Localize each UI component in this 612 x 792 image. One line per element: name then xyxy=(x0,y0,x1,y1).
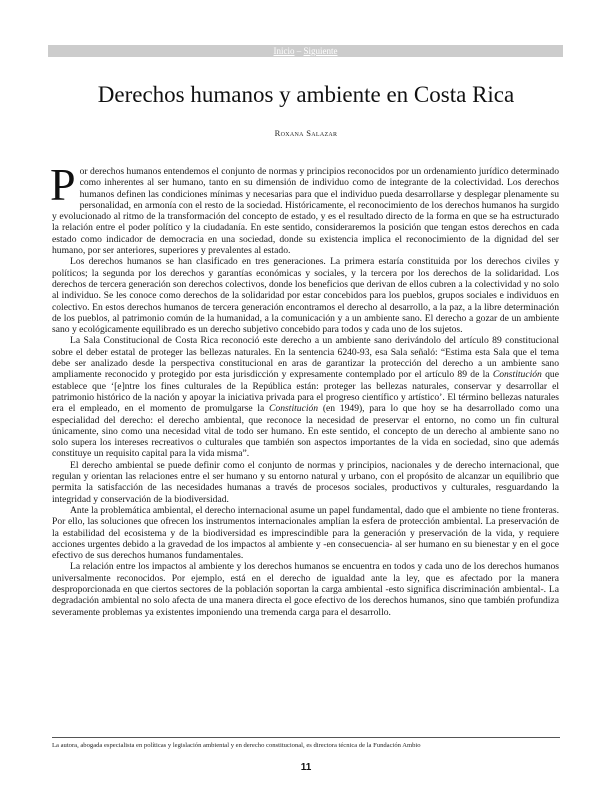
paragraph-intro xyxy=(50,159,559,257)
paragraph-problematica: Ante la problemática ambiental, el derecho internacional asume un papel fundamental, dado que el ambiente no tiene fronteras. Por ello, las soluciones que ofrecen los instrumentos internacionales amplían la esfera de protección ambiental. La preservación de la estabilidad del ecosistema y de la biodiversidad es imprescindible para la generación y preservación de la vida, y requiere acciones urgentes debido a la gravedad de los impactos al ambiente y -en consecuencia- al ser humano en su bienestar y en el goce efectivo de sus derechos humanos fundamentales. xyxy=(52,504,559,562)
home-link[interactable]: Inicio xyxy=(273,46,295,56)
paragraph-sala-constitucional xyxy=(52,335,559,459)
article-author: Roxana Salazar xyxy=(274,128,338,138)
paragraph-derecho-ambiental: El derecho ambiental se puede definir como el conjunto de normas y principios, nacionales y de derecho internacional, que regulan y orientan las relaciones entre el ser humano y su entorno natural y urbano, con el propósito de alcanzar un equilibrio que permita la satisfacción de las necesidades humanas a través de procesos sociales, productivos y culturales, resguardando la integridad y conservación de la biodiversidad. xyxy=(52,459,559,505)
footnote-divider xyxy=(52,737,560,738)
paragraph-relacion: La relación entre los impactos al ambiente y los derechos humanos se encuentra en todos y cada uno de los derechos humanos universalmente reconocidos. Por ejemplo, está en el derecho de igualdad ante la ley, que es afectado por la manera desproporcionada en que ciertos sectores de la población soportan la carga ambiental -esto significa discriminación ambiental-. La degradación ambiental no solo afecta de una manera directa el goce efectivo de los derechos humanos, sino que también profundiza severamente problemas ya existentes imponiendo una tremenda carga para el desarrollo. xyxy=(52,561,559,618)
paragraph-text: La Sala Constitucional de Costa Rica reconoció este derecho a un ambiente sano derivándolo del artículo 89 constitucional sobre el deber estatal de proteger las bellezas naturales. En la sentencia 6240-93, esa Sala señaló: “Estima esta Sala que el tema debe ser analizado desde la perspectiva constitucional en aras de garantizar la protección del derecho a un ambiente sano ampliamente reconocido y protegido por esta jurisdicción y expresamente contemplado por el artículo 89 de la xyxy=(52,335,559,381)
article-title: Derechos humanos y ambiente en Costa Rica xyxy=(97,82,515,107)
emphasis-constitucion: Constitución xyxy=(492,369,542,381)
navigation-bar xyxy=(48,45,563,57)
emphasis-constitucion: Constitución xyxy=(269,403,319,415)
footnote: La autora, abogada especialista en políticas y legislación ambiental y en derecho constitucional, es directora técnica de la Fundación Ambio xyxy=(52,742,421,749)
paragraph-text: or derechos humanos entendemos el conjunto de normas y principios reconocidos por un ordenamiento jurídico determinado como inherentes al ser humano, tanto en su dimensión de individuo como de integrante de la colectividad. Los derechos humanos definen las condiciones mínimas y necesarias para que el individuo pueda desarrollarse y desplegar plenamente su personalidad, en armonía con el resto de la sociedad. Históricamente, el reconocimiento de los derechos humanos ha surgido y evolucionado al ritmo de la transformación del concepto de estado, y es el resultado directo de la forma en que se ha estructurado la relación entre el poder político y la ciudadanía. En este sentido, consideraremos la posición que tengan estos derechos en cada estado como indicador de democracia en una sociedad, donde su existencia implica el reconocimiento de la dignidad del ser humano, por ser anteriores, superiores y prevalentes al estado. xyxy=(52,166,559,257)
paragraph-text: que establece que ‘[e]ntre los fines culturales de la República están: proteger las bellezas naturales, conservar y desarrollar el patrimonio histórico de la nación y apoyar la iniciativa privada para el progreso científico y artístico’. El término bellezas naturales era el empleado, en el momento de promulgarse la xyxy=(52,369,559,415)
article-body xyxy=(50,159,559,618)
paragraph-generations: Los derechos humanos se han clasificado en tres generaciones. La primera estaría constituida por los derechos civiles y políticos; la segunda por los derechos y garantías económicas y sociales, y la tercera por los derechos de la solidaridad. Los derechos de tercera generación son derechos colectivos, donde los beneficios que derivan de ellos cubren a la colectividad y no solo al individuo. Se les conoce como derechos de la solidaridad por estar concebidos para los pueblos, grupos sociales e individuos en colectivo. En estos derechos humanos de tercera generación encontramos el derecho al desarrollo, a la paz, a la libre determinación de los pueblos, al patrimonio común de la humanidad, a la comunicación y a un ambiente sano. El derecho a gozar de un ambiente sano y ecológicamente equilibrado es un derecho subjetivo concebido para todos y cada uno de los sujetos. xyxy=(52,256,559,336)
drop-cap: P xyxy=(50,159,76,210)
next-link[interactable]: Siguiente xyxy=(303,46,338,56)
paragraph-text: (en 1949), para lo que hoy se ha desarrollado como una especialidad del derecho: el derecho ambiental, que reconoce la necesidad de preservar el entorno, no como un fin cultural únicamente, sino como una necesidad vital de todo ser humano. En este sentido, el concepto de un derecho al ambiente sano no solo supera los intereses recreativos o culturales que también son aspectos importantes de la vida en sociedad, sino que además constituye un requisito capital para la vida misma”. xyxy=(52,403,559,460)
nav-separator: – xyxy=(294,46,304,56)
page-number: 11 xyxy=(300,762,312,773)
